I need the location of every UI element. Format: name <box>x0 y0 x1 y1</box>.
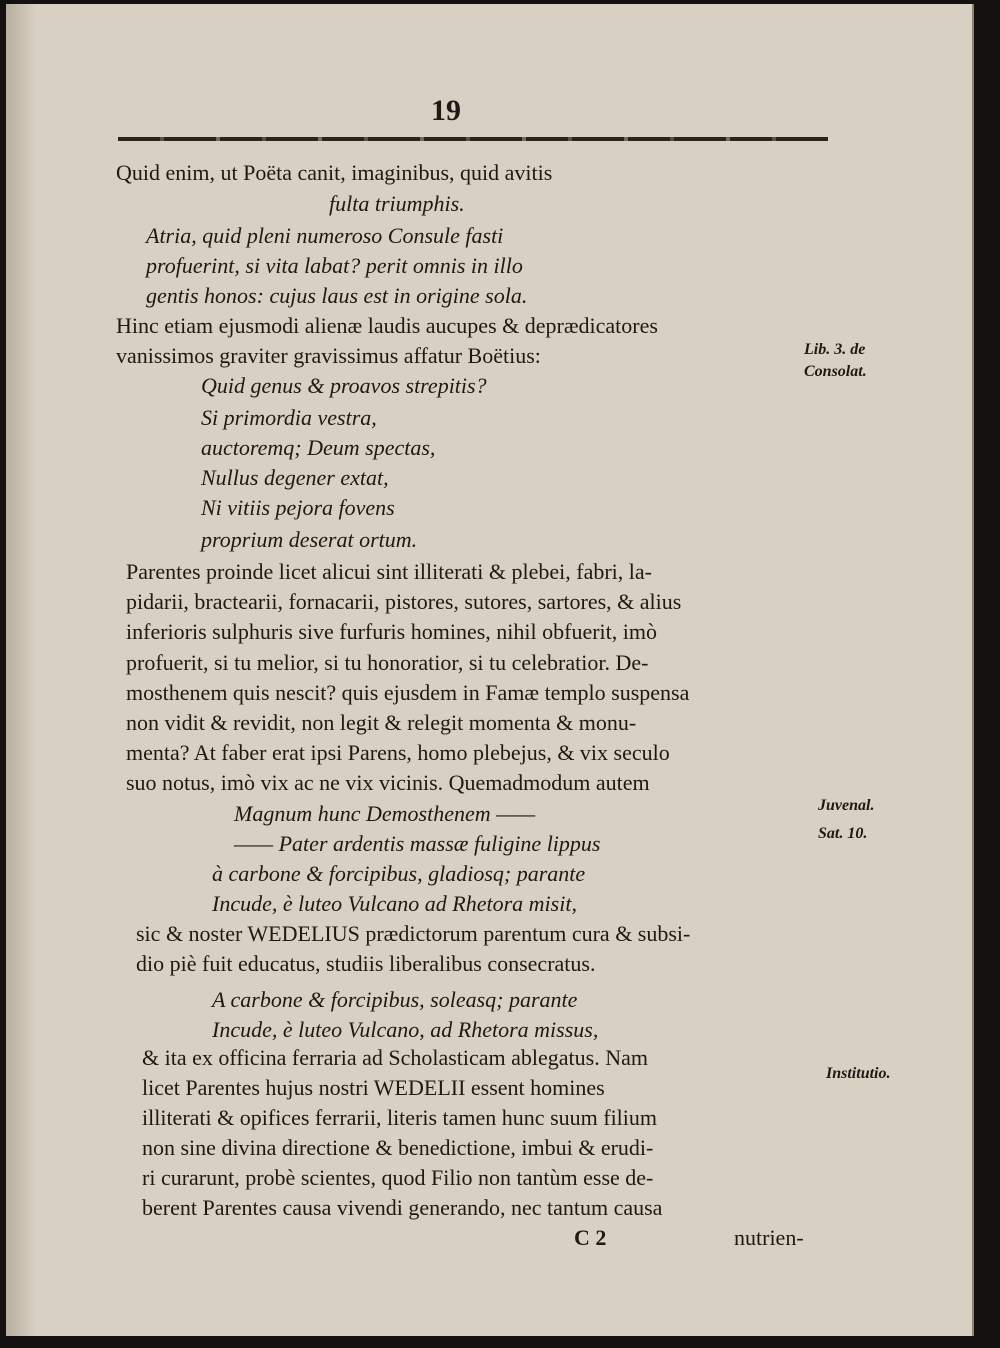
text-line: berent Parentes causa vivendi generando, nec tantum causa <box>142 1195 663 1220</box>
margin-note: Consolat. <box>804 363 867 380</box>
text-line: —— Pater ardentis massæ fuligine lippus <box>234 831 601 856</box>
margin-note: Sat. 10. <box>818 825 868 842</box>
text-line: Incude, è luteo Vulcano, ad Rhetora missus, <box>212 1017 599 1042</box>
text-line: profuerint, si vita labat? perit omnis in illo <box>146 253 523 278</box>
page-number: 19 <box>431 94 461 127</box>
text-line: suo notus, imò vix ac ne vix vicinis. Quemadmodum autem <box>126 770 650 795</box>
text-line: licet Parentes hujus nostri WEDELII essent homines <box>142 1075 605 1100</box>
text-line: fulta triumphis. <box>329 191 465 216</box>
text-line: Si primordia vestra, <box>201 405 377 430</box>
text-line: non vidit & revidit, non legit & relegit momenta & monu- <box>126 710 637 735</box>
text-line: gentis honos: cujus laus est in origine sola. <box>146 283 528 308</box>
text-line: proprium deserat ortum. <box>201 527 418 552</box>
text-line: Magnum hunc Demosthenem —— <box>234 801 536 826</box>
text-line: pidarii, bractearii, fornacarii, pistores, sutores, sartores, & alius <box>126 589 682 614</box>
text-line: auctoremq; Deum spectas, <box>201 435 436 460</box>
text-line: sic & noster WEDELIUS prædictorum parentum cura & subsi- <box>136 921 691 946</box>
margin-note: Lib. 3. de <box>804 341 866 358</box>
text-line: illiterati & opifices ferrarii, literis tamen hunc suum filium <box>142 1105 658 1130</box>
text-line: profuerit, si tu melior, si tu honoratior, si tu celebratior. De- <box>126 650 649 675</box>
margin-note: Institutio. <box>826 1065 891 1082</box>
text-line: mosthenem quis nescit? quis ejusdem in Famæ templo suspensa <box>126 680 690 705</box>
text-line: & ita ex officina ferraria ad Scholasticam ablegatus. Nam <box>142 1045 648 1070</box>
text-line: Atria, quid pleni numeroso Consule fasti <box>146 223 504 248</box>
text-line: ri curarunt, probè scientes, quod Filio non tantùm esse de- <box>142 1165 654 1190</box>
text-line: Quid enim, ut Poëta canit, imaginibus, quid avitis <box>116 160 553 185</box>
text-line: Incude, è luteo Vulcano ad Rhetora misit, <box>212 891 577 916</box>
text-line: Ni vitiis pejora fovens <box>201 495 395 520</box>
text-line: A carbone & forcipibus, soleasq; parante <box>212 987 578 1012</box>
text-line: Parentes proinde licet alicui sint illiterati & plebei, fabri, la- <box>126 559 652 584</box>
text-line: Hinc etiam ejusmodi alienæ laudis aucupes & deprædicatores <box>116 313 658 338</box>
page-gutter-shadow <box>6 4 36 1336</box>
text-line: inferioris sulphuris sive furfuris homines, nihil obfuerit, imò <box>126 619 657 644</box>
catchword: nutrien- <box>734 1225 804 1250</box>
text-line: dio piè fuit educatus, studiis liberalibus consecratus. <box>136 951 596 976</box>
text-line: Quid genus & proavos strepitis? <box>201 373 487 398</box>
text-line: à carbone & forcipibus, gladiosq; parante <box>212 861 586 886</box>
text-line: non sine divina directione & benedictione, imbui & erudi- <box>142 1135 654 1160</box>
text-line: Nullus degener extat, <box>201 465 389 490</box>
header-rule <box>118 137 828 141</box>
signature-mark: C 2 <box>574 1225 607 1250</box>
text-line: menta? At faber erat ipsi Parens, homo plebejus, & vix seculo <box>126 740 670 765</box>
book-page <box>6 4 974 1336</box>
text-line: vanissimos graviter gravissimus affatur Boëtius: <box>116 343 541 368</box>
margin-note: Juvenal. <box>818 797 875 814</box>
